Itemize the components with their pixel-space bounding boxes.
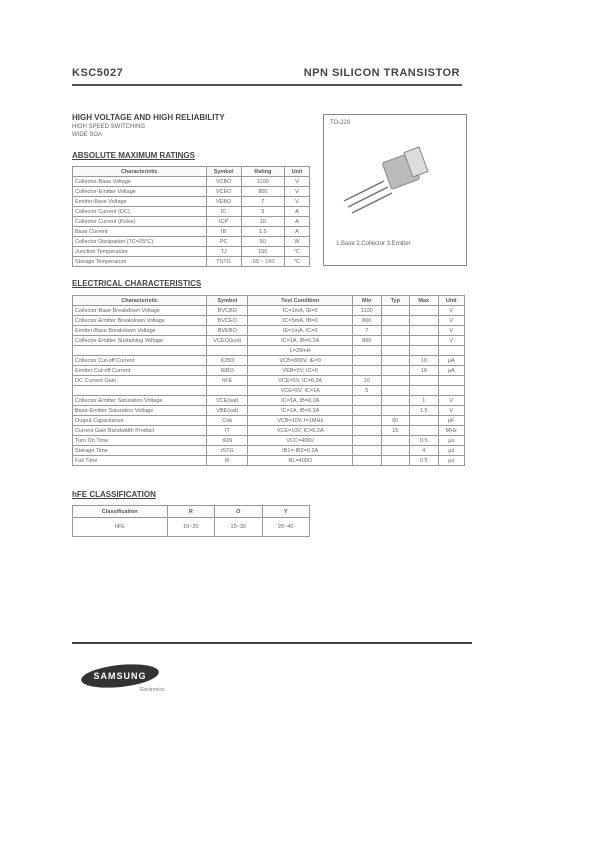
transistor-package-icon	[324, 135, 466, 245]
table-cell: 7	[352, 326, 381, 336]
table-cell: Cob	[207, 416, 248, 426]
table-cell: μs	[438, 456, 464, 466]
table-cell: VCE=5V, IC=0.2A	[248, 376, 353, 386]
table-cell	[381, 446, 410, 456]
table-cell	[352, 406, 381, 416]
table-cell: Storage Time	[73, 446, 207, 456]
table-cell: V	[438, 396, 464, 406]
table-header-cell: Characteristic	[73, 296, 207, 306]
table-cell: -55 ~ 150	[241, 257, 284, 267]
table-cell: 800	[352, 336, 381, 346]
table-cell: hFE	[207, 376, 248, 386]
table-cell	[381, 366, 410, 376]
table-cell: 1	[410, 396, 439, 406]
table-cell: V	[438, 326, 464, 336]
table-row	[73, 197, 310, 207]
abs-max-table	[72, 166, 310, 267]
table-cell: Collector-Base Voltage	[73, 177, 207, 187]
table-cell: IC=1A, IB=0.2A	[248, 396, 353, 406]
table-cell: 10~20	[167, 518, 214, 537]
table-cell: hFE	[73, 518, 168, 537]
table-header-row	[73, 506, 310, 518]
table-cell: VCB=800V, IE=0	[248, 356, 353, 366]
table-cell	[438, 376, 464, 386]
table-cell: Emitter-Base Breakdown Voltage	[73, 326, 207, 336]
table-cell: L=25mH	[248, 346, 353, 356]
table-cell: Turn On Time	[73, 436, 207, 446]
table-cell: 800	[352, 316, 381, 326]
table-header-cell: R	[167, 506, 214, 518]
table-cell: Collector Current (Pulse)	[73, 217, 207, 227]
table-cell	[381, 336, 410, 346]
table-cell: ICP	[206, 217, 241, 227]
table-row	[73, 306, 465, 316]
table-cell: tSTG	[207, 446, 248, 456]
table-cell	[381, 346, 410, 356]
table-cell	[352, 356, 381, 366]
table-cell: IE=1mA, IC=0	[248, 326, 353, 336]
table-cell: Collector Dissipation (TC=25°C)	[73, 237, 207, 247]
table-cell: Output Capacitance	[73, 416, 207, 426]
package-caption: 1.Base 2.Collector 3.Emitter	[336, 241, 411, 247]
table-cell: VCB=10V, f=1MHz	[248, 416, 353, 426]
brand-subtext: Electronics	[140, 687, 165, 693]
table-header-cell: Typ	[381, 296, 410, 306]
table-header-row	[73, 296, 465, 306]
table-cell: 15	[381, 426, 410, 436]
table-cell	[352, 446, 381, 456]
table-row	[73, 396, 465, 406]
package-name: TO-220	[330, 120, 351, 126]
table-cell: 10	[410, 366, 439, 376]
table-cell: PC	[206, 237, 241, 247]
table-cell	[410, 386, 439, 396]
hfe-class-table	[72, 505, 310, 537]
table-header-cell: Characteristic	[73, 167, 207, 177]
table-cell: μs	[438, 436, 464, 446]
table-cell	[207, 386, 248, 396]
table-cell: 10	[241, 217, 284, 227]
table-cell	[410, 346, 439, 356]
table-cell: RL=400Ω	[248, 456, 353, 466]
table-row	[73, 376, 465, 386]
table-cell: Collector-Emitter Saturation Voltage	[73, 396, 207, 406]
table-cell: VCC=400V	[248, 436, 353, 446]
table-cell: IC	[206, 207, 241, 217]
table-cell: V	[284, 177, 309, 187]
table-row	[73, 237, 310, 247]
table-cell: Base-Emitter Saturation Voltage	[73, 406, 207, 416]
table-cell: VCE=10V, IC=0.2A	[248, 426, 353, 436]
table-cell: 20~40	[262, 518, 310, 537]
table-cell: 1100	[352, 306, 381, 316]
table-row	[73, 426, 465, 436]
table-cell	[381, 306, 410, 316]
table-cell: °C	[284, 247, 309, 257]
device-type: NPN SILICON TRANSISTOR	[303, 67, 460, 79]
table-cell: BVCEO	[207, 316, 248, 326]
table-cell: VCE=5V, IC=1A	[248, 386, 353, 396]
table-row	[73, 456, 465, 466]
feature-line: HIGH SPEED SWITCHING	[72, 124, 146, 130]
table-cell: Junction Temperature	[73, 247, 207, 257]
table-header-cell: Y	[262, 506, 310, 518]
table-header-cell: Min	[352, 296, 381, 306]
table-cell: °C	[284, 257, 309, 267]
table-header-cell: Unit	[284, 167, 309, 177]
table-cell: DC Current Gain	[73, 376, 207, 386]
table-cell	[352, 396, 381, 406]
table-cell: Emitter Cut-off Current	[73, 366, 207, 376]
table-cell: TJ	[206, 247, 241, 257]
feature-line: WIDE SOA	[72, 132, 103, 138]
table-cell: μA	[438, 356, 464, 366]
table-row	[73, 336, 465, 346]
table-cell: IC=1mA, IE=0	[248, 306, 353, 316]
table-cell	[352, 346, 381, 356]
table-row	[73, 416, 465, 426]
table-cell: IB1=-IB2=0.2A	[248, 446, 353, 456]
table-row	[73, 366, 465, 376]
table-cell: Collector-Emitter Voltage	[73, 187, 207, 197]
table-cell: Collector-Emitter Sustaining Voltage	[73, 336, 207, 346]
table-cell	[352, 416, 381, 426]
table-row	[73, 406, 465, 416]
table-header-cell: Rating	[241, 167, 284, 177]
table-cell: μA	[438, 366, 464, 376]
table-header-cell: Symbol	[206, 167, 241, 177]
table-cell	[381, 376, 410, 386]
table-cell	[381, 386, 410, 396]
table-cell	[352, 436, 381, 446]
table-cell	[381, 326, 410, 336]
table-row	[73, 207, 310, 217]
table-cell: 10	[410, 356, 439, 366]
table-cell: ICBO	[207, 356, 248, 366]
table-cell: tON	[207, 436, 248, 446]
table-row	[73, 356, 465, 366]
part-number: KSC5027	[72, 67, 124, 79]
table-cell: TSTG	[206, 257, 241, 267]
table-row	[73, 518, 310, 537]
table-cell: 800	[241, 187, 284, 197]
hfe-class-title: hFE CLASSIFICATION	[72, 490, 156, 499]
table-cell	[381, 406, 410, 416]
table-cell: V	[284, 187, 309, 197]
table-cell: A	[284, 227, 309, 237]
table-cell	[381, 396, 410, 406]
abs-max-title: ABSOLUTE MAXIMUM RATINGS	[72, 151, 195, 160]
electrical-table	[72, 295, 465, 466]
table-cell: V	[438, 406, 464, 416]
table-cell	[410, 306, 439, 316]
table-cell	[410, 416, 439, 426]
header-rule	[72, 84, 462, 86]
table-cell: 1100	[241, 177, 284, 187]
table-row	[73, 177, 310, 187]
table-cell: IC=1A, IB=0.2A	[248, 336, 353, 346]
table-cell: IEBO	[207, 366, 248, 376]
table-cell: Collector Cut-off Current	[73, 356, 207, 366]
table-cell: W	[284, 237, 309, 247]
table-cell	[352, 456, 381, 466]
features-title: HIGH VOLTAGE AND HIGH RELIABILITY	[72, 113, 225, 122]
table-cell: IB	[206, 227, 241, 237]
table-cell: V	[284, 197, 309, 207]
table-cell	[73, 386, 207, 396]
table-cell: 3	[241, 207, 284, 217]
table-cell: fT	[207, 426, 248, 436]
table-row	[73, 436, 465, 446]
table-cell: Base Current	[73, 227, 207, 237]
logo-text: SAMSUNG	[93, 671, 147, 681]
table-row	[73, 346, 465, 356]
table-header-cell: Unit	[438, 296, 464, 306]
table-cell: BVCBO	[207, 306, 248, 316]
table-cell	[410, 316, 439, 326]
table-cell: A	[284, 207, 309, 217]
table-header-cell: Classification	[73, 506, 168, 518]
table-cell: 60	[381, 416, 410, 426]
table-cell: V	[438, 316, 464, 326]
table-row	[73, 257, 310, 267]
table-row	[73, 227, 310, 237]
table-cell: 1.5	[241, 227, 284, 237]
table-row	[73, 217, 310, 227]
table-cell: Collector Current (DC)	[73, 207, 207, 217]
table-row	[73, 326, 465, 336]
table-cell: 4	[410, 446, 439, 456]
table-cell	[410, 426, 439, 436]
table-cell: Emitter-Base Voltage	[73, 197, 207, 207]
table-cell: 10	[352, 376, 381, 386]
table-row	[73, 316, 465, 326]
table-cell	[410, 336, 439, 346]
table-cell: VEBO	[206, 197, 241, 207]
table-cell: BVEBO	[207, 326, 248, 336]
table-cell: IC=1A, IB=0.2A	[248, 406, 353, 416]
table-cell: V	[438, 306, 464, 316]
table-cell: VEB=5V, IC=0	[248, 366, 353, 376]
table-cell	[381, 356, 410, 366]
table-cell	[207, 346, 248, 356]
table-cell	[73, 346, 207, 356]
table-header-row	[73, 167, 310, 177]
table-cell: pF	[438, 416, 464, 426]
table-cell: Fall Time	[73, 456, 207, 466]
table-row	[73, 247, 310, 257]
table-header-cell: Test Condition	[248, 296, 353, 306]
table-cell	[381, 316, 410, 326]
table-cell	[410, 376, 439, 386]
table-cell	[438, 386, 464, 396]
table-row	[73, 446, 465, 456]
table-cell: Current Gain Bandwidth Product	[73, 426, 207, 436]
table-cell: Collector-Emitter Breakdown Voltage	[73, 316, 207, 326]
table-cell: V	[438, 336, 464, 346]
table-cell: 15~30	[215, 518, 262, 537]
table-cell: A	[284, 217, 309, 227]
table-cell: IC=5mA, IB=0	[248, 316, 353, 326]
table-header-cell: O	[215, 506, 262, 518]
table-cell: Storage Temperature	[73, 257, 207, 267]
table-row	[73, 386, 465, 396]
table-cell	[381, 436, 410, 446]
table-cell: 0.5	[410, 436, 439, 446]
table-cell: 50	[241, 237, 284, 247]
table-cell: VCE(sat)	[207, 396, 248, 406]
table-cell: 150	[241, 247, 284, 257]
table-row	[73, 187, 310, 197]
table-cell: μs	[438, 446, 464, 456]
table-cell: 7	[241, 197, 284, 207]
table-cell: tF	[207, 456, 248, 466]
table-cell	[438, 346, 464, 356]
table-cell: 5	[352, 386, 381, 396]
table-cell: VCEO(sus)	[207, 336, 248, 346]
package-box	[323, 114, 467, 266]
table-cell: VCEO	[206, 187, 241, 197]
table-cell	[381, 456, 410, 466]
table-cell: Collector-Base Breakdown Voltage	[73, 306, 207, 316]
table-cell: 1.5	[410, 406, 439, 416]
table-cell: VCBO	[206, 177, 241, 187]
footer-rule	[72, 642, 472, 644]
table-cell: 0.5	[410, 456, 439, 466]
table-header-cell: Symbol	[207, 296, 248, 306]
table-cell: MHz	[438, 426, 464, 436]
table-cell	[352, 426, 381, 436]
table-cell	[352, 366, 381, 376]
table-cell	[410, 326, 439, 336]
table-header-cell: Max	[410, 296, 439, 306]
table-cell: VBE(sat)	[207, 406, 248, 416]
electrical-title: ELECTRICAL CHARACTERISTICS	[72, 279, 202, 288]
